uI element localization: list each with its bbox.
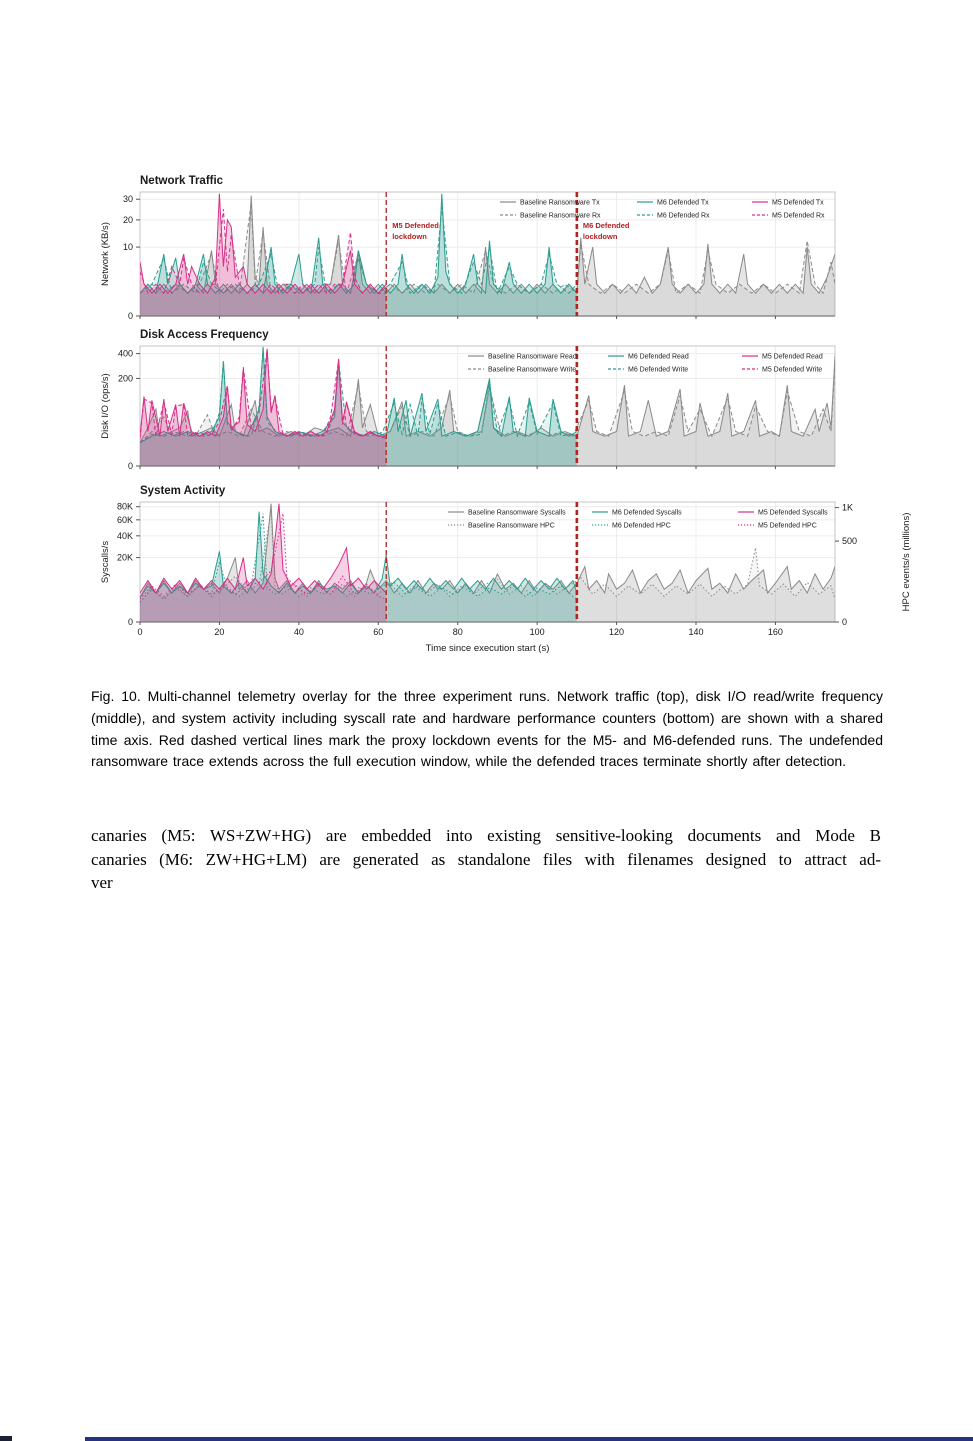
series-group	[140, 194, 835, 316]
legend-label: M5 Defended Write	[762, 366, 823, 374]
x-tick-label: 120	[609, 627, 625, 637]
y-right-tick-label: 1K	[842, 502, 854, 513]
legend-label: Baseline Ransomware HPC	[468, 522, 555, 530]
y-tick-label: 0	[127, 617, 133, 627]
footer-bar	[85, 1437, 973, 1441]
chart-system-activity	[100, 485, 912, 654]
y-tick-label: 40K	[116, 530, 133, 541]
x-tick-label: 20	[214, 627, 225, 637]
legend-label: M6 Defended Write	[628, 366, 689, 374]
chart-title: Disk Access Frequency	[140, 329, 269, 341]
x-tick-label: 160	[767, 627, 783, 637]
x-tick-label: 100	[529, 627, 545, 637]
legend-label: M6 Defended Tx	[657, 199, 709, 207]
legend-label: Baseline Ransomware Read	[488, 353, 577, 361]
y-right-tick-label: 0	[842, 617, 848, 627]
series-group	[140, 347, 835, 466]
body-line: canaries (M5: WS+ZW+HG) are embedded into existing sensitive-looking documents and Mode B	[91, 826, 881, 845]
y-tick-label: 20	[122, 214, 133, 225]
y-tick-label: 60K	[116, 514, 133, 525]
telemetry-charts	[0, 0, 973, 680]
x-tick-label: 40	[293, 627, 304, 637]
y-tick-label: 30	[122, 194, 133, 205]
legend-label: M5 Defended Tx	[772, 199, 824, 207]
chart-network-traffic	[100, 175, 835, 321]
y-right-tick-label: 500	[842, 536, 858, 547]
footer-left-mark	[0, 1436, 12, 1441]
body-line: ver	[91, 873, 113, 892]
legend-label: M5 Defended HPC	[758, 522, 817, 530]
chart-title: Network Traffic	[140, 175, 224, 187]
lockdown-label: M5 Defended	[392, 221, 439, 230]
figure-10	[0, 0, 973, 680]
legend-label: M6 Defended Rx	[657, 212, 710, 220]
legend-label: Baseline Ransomware Rx	[520, 212, 601, 220]
y-tick-label: 0	[127, 461, 133, 471]
y-axis-label: Syscalls/s	[100, 540, 111, 584]
lockdown-label: lockdown	[582, 232, 618, 241]
y-tick-label: 10	[122, 242, 133, 253]
y-tick-label: 80K	[116, 501, 133, 512]
legend-label: M6 Defended Syscalls	[612, 509, 682, 517]
x-tick-label: 80	[452, 627, 463, 637]
y-axis-label: Network (KB/s)	[100, 222, 111, 286]
y-tick-label: 0	[127, 311, 133, 321]
y-axis-label: Disk I/O (ops/s)	[100, 373, 111, 439]
y-right-axis-label: HPC events/s (millions)	[901, 512, 912, 612]
y-tick-label: 400	[117, 348, 133, 359]
series-group	[140, 504, 835, 622]
x-tick-label: 140	[688, 627, 704, 637]
legend-label: M6 Defended HPC	[612, 522, 671, 530]
legend-label: Baseline Ransomware Write	[488, 366, 577, 374]
legend-label: Baseline Ransomware Syscalls	[468, 509, 566, 517]
body-line: canaries (M6: ZW+HG+LM) are generated as standalone files with filenames designed to attract ad-	[91, 849, 881, 869]
lockdown-label: M6 Defended	[582, 221, 630, 230]
x-tick-label: 0	[137, 627, 143, 637]
body-paragraph	[91, 824, 881, 895]
x-axis-label: Time since execution start (s)	[425, 643, 550, 654]
legend-label: M5 Defended Read	[762, 353, 823, 361]
chart-title: System Activity	[140, 485, 226, 497]
legend-label: Baseline Ransomware Tx	[520, 199, 600, 207]
y-tick-label: 20K	[116, 552, 133, 563]
legend-label: M5 Defended Syscalls	[758, 509, 828, 517]
legend-label: M6 Defended Read	[628, 353, 689, 361]
figure-caption: Fig. 10. Multi-channel telemetry overlay for the three experiment runs. Network traffic (top), disk I/O read/write frequency (middle), and system activity including syscall rate and hardware performance counters (bottom) are shown with a shared time axis. Red dashed vertical lines mark the proxy lockdown events for the M5- and M6-defended runs. The undefended ransomware trace extends across the full execution window, while the defended traces terminate shortly after detection.	[91, 688, 883, 770]
x-tick-label: 60	[373, 627, 384, 637]
y-tick-label: 200	[117, 373, 133, 384]
lockdown-label: lockdown	[392, 232, 427, 241]
legend-label: M5 Defended Rx	[772, 212, 825, 220]
chart-disk-access-frequency	[100, 329, 835, 471]
